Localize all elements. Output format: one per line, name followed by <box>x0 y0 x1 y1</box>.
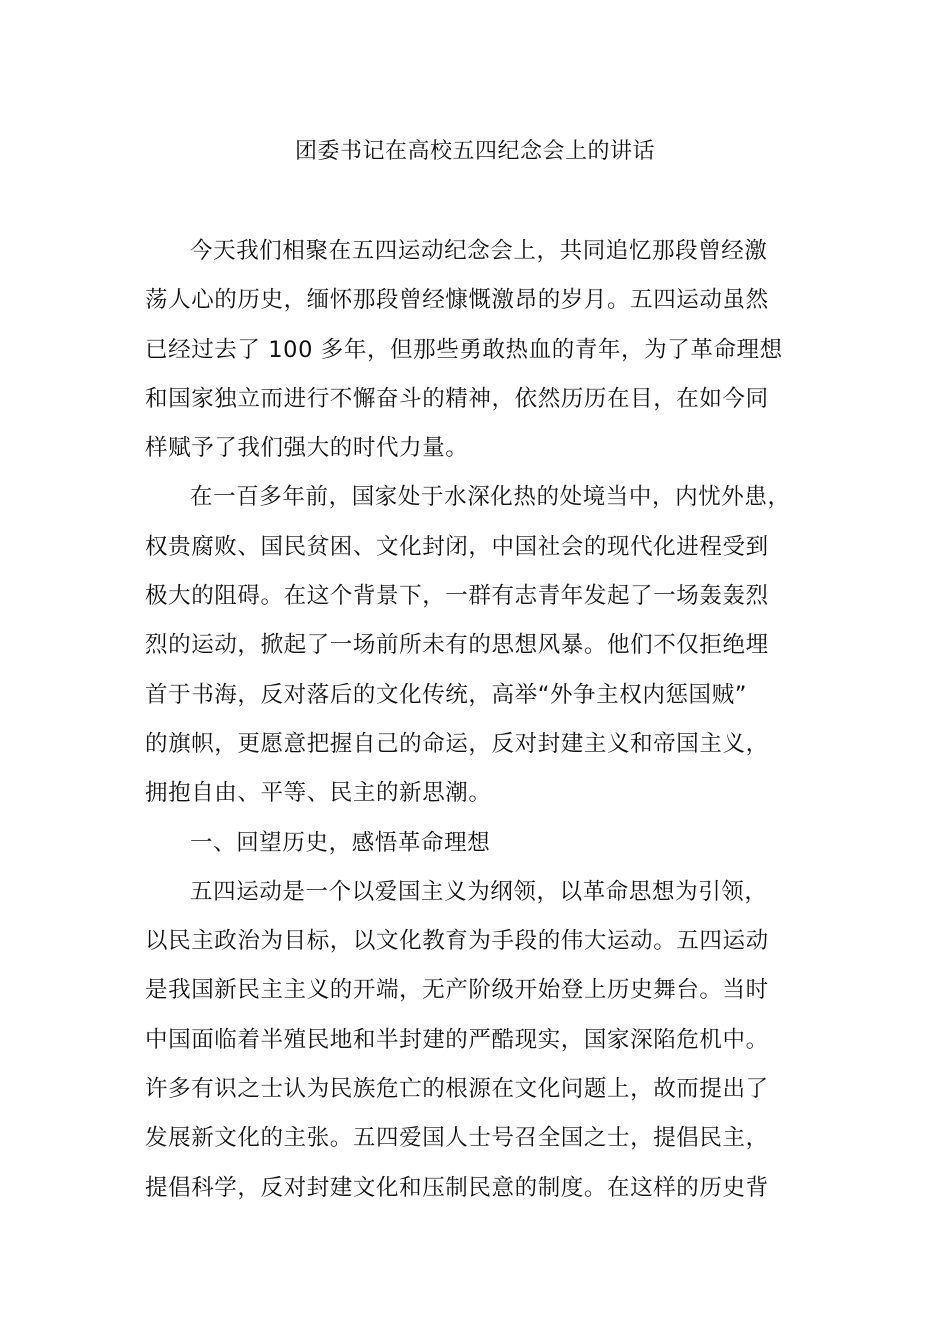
paragraph-line: 提倡科学，反对封建文化和压制民意的制度。在这样的历史背 <box>145 1174 769 1201</box>
paragraph-line: 的旗帜，更愿意把握自己的命运，反对封建主义和帝国主义， <box>145 730 769 757</box>
paragraph-line: 是我国新民主主义的开端，无产阶级开始登上历史舞台。当时 <box>145 977 769 1004</box>
document-title: 团委书记在高校五四纪念会上的讲话 <box>294 139 655 164</box>
paragraph-line: 样赋予了我们强大的时代力量。 <box>145 435 469 462</box>
paragraph-line: 发展新文化的主张。五四爱国人士号召全国之士，提倡民主， <box>145 1125 769 1152</box>
paragraph-line: 权贵腐败、国民贫困、文化封闭，中国社会的现代化进程受到 <box>145 533 769 560</box>
paragraph-line: 拥抱自由、平等、民主的新思潮。 <box>145 780 492 807</box>
paragraph-line: 首于书海，反对落后的文化传统，高举“外争主权内惩国贼” <box>145 681 748 708</box>
paragraph-line: 在一百多年前，国家处于水深化热的处境当中，内忧外患， <box>190 484 791 511</box>
paragraph-line: 和国家独立而进行不懈奋斗的精神，依然历历在目，在如今同 <box>145 385 769 412</box>
paragraph-line: 极大的阻碍。在这个背景下，一群有志青年发起了一场轰轰烈 <box>145 583 769 610</box>
paragraph-line: 中国面临着半殖民地和半封建的严酷现实，国家深陷危机中。 <box>145 1026 769 1053</box>
paragraph-line: 五四运动是一个以爱国主义为纲领，以革命思想为引领， <box>190 878 768 905</box>
document-body <box>145 227 825 1213</box>
paragraph-line: 许多有识之士认为民族危亡的根源在文化问题上，故而提出了 <box>145 1076 769 1103</box>
paragraph-line: 已经过去了 100 多年，但那些勇敢热血的青年，为了革命理想 <box>145 336 783 363</box>
paragraph-line: 以民主政治为目标，以文化教育为手段的伟大运动。五四运动 <box>145 928 769 955</box>
paragraph-line: 烈的运动，掀起了一场前所未有的思想风暴。他们不仅拒绝埋 <box>145 632 769 659</box>
section-heading: 一、回望历史，感悟革命理想 <box>190 829 491 856</box>
paragraph-line: 今天我们相聚在五四运动纪念会上，共同追忆那段曾经激 <box>190 238 768 264</box>
paragraph-line: 荡人心的历史，缅怀那段曾经慷慨激昂的岁月。五四运动虽然 <box>145 287 769 314</box>
